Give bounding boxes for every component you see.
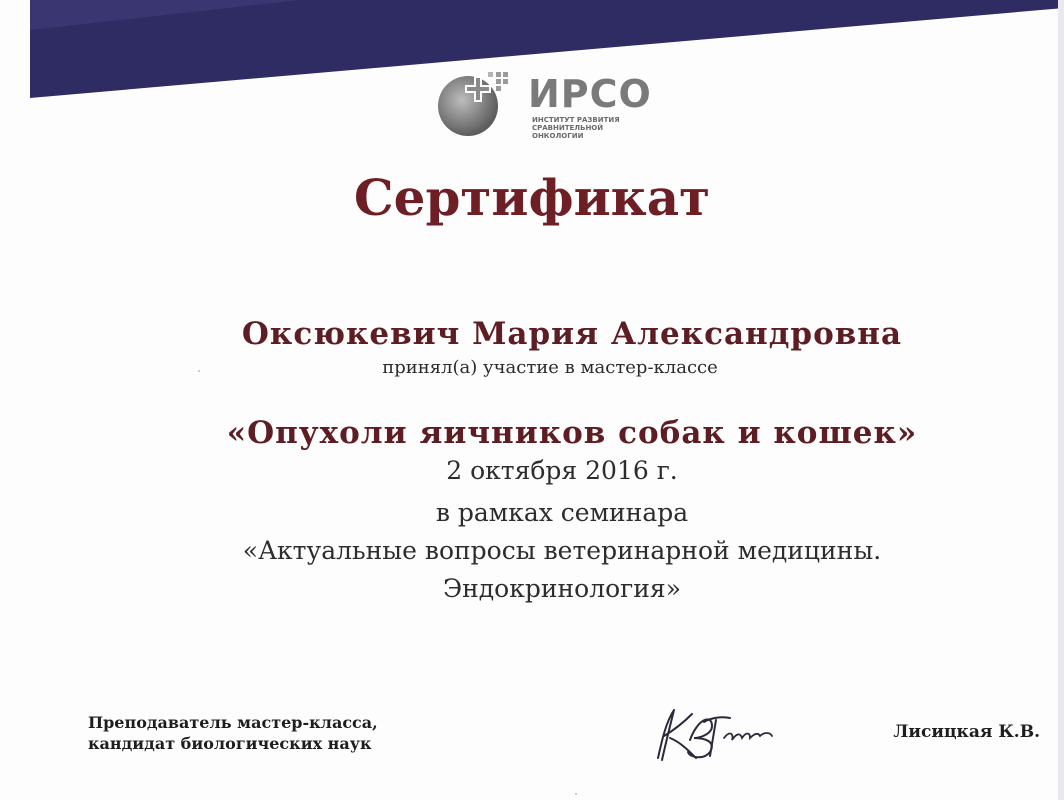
certificate-title: Сертификат <box>353 168 711 227</box>
logo-emblem-icon <box>436 68 516 138</box>
scan-speck <box>575 793 577 795</box>
logo-subtitle: ИНСТИТУТ РАЗВИТИЯ СРАВНИТЕЛЬНОЙ ОНКОЛОГИИ <box>532 116 620 140</box>
right-edge-strip <box>1054 0 1064 800</box>
signatory-role <box>88 712 448 754</box>
recipient-name: Оксюкевич Мария Александровна <box>241 316 903 352</box>
scan-speck <box>198 370 200 372</box>
logo-name: ИРСО <box>528 72 652 116</box>
signatory-role-line-2: кандидат биологических наук <box>88 734 372 753</box>
master-class-title: «Опухоли яичников собак и кошек» <box>226 415 918 451</box>
signatory-name: Лисицкая К.В. <box>893 722 1040 742</box>
framework-text: в рамках семинара <box>435 498 689 527</box>
participation-text: принял(а) участие в мастер-классе <box>382 357 718 378</box>
seminar-title-line-2: Эндокринология» <box>442 574 681 603</box>
irso-logo <box>436 68 676 148</box>
event-date: 2 октября 2016 г. <box>446 456 678 485</box>
signatory-role-line-1: Преподаватель мастер-класса, <box>88 713 378 732</box>
handwritten-signature <box>640 700 790 770</box>
seminar-title-line-1: «Актуальные вопросы ветеринарной медицины. <box>242 536 882 565</box>
